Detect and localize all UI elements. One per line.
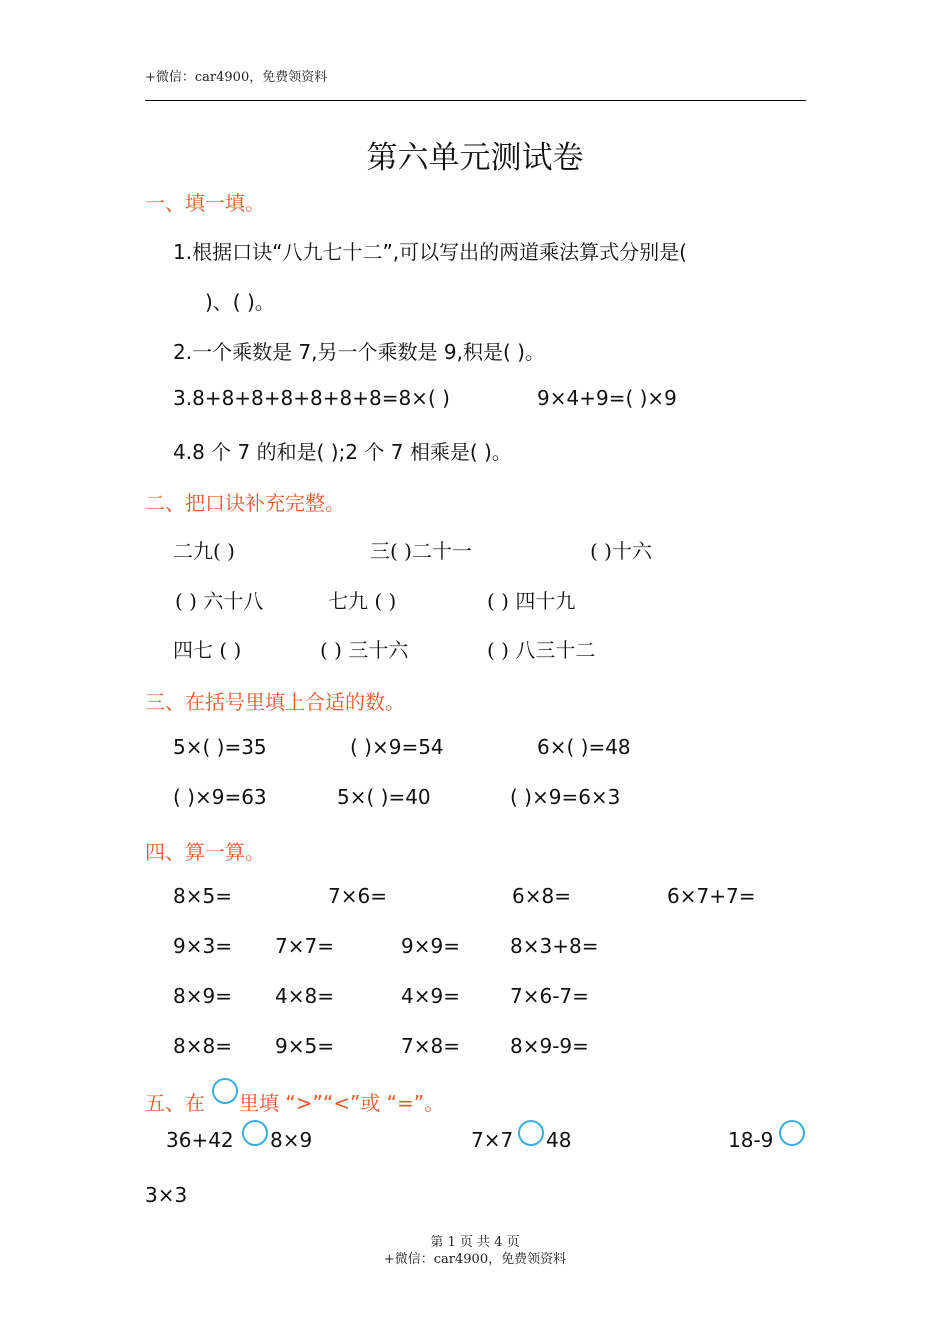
footer-watermark: +微信：car4900，免费领资料 [383,1252,567,1267]
calc-item: 7×6-7= [510,984,589,1008]
calc-item: 8×3+8= [510,934,599,958]
footer-page-info: 第 1 页 共 4 页 [430,1235,520,1250]
q4: 4.8 个 7 的和是( );2 个 7 相乘是( )。 [173,440,512,464]
fill-item: ( )×9=6×3 [510,785,621,809]
calc-item: 8×5= [173,884,232,908]
calc-item: 9×3= [173,934,232,958]
rhyme-item: 七九 ( ) [328,589,397,613]
q1-line2: )、( )。 [205,290,275,314]
fill-item: ( )×9=63 [173,785,267,809]
q3-part-b: 9×4+9=( )×9 [537,386,677,410]
section-2-heading: 二、把口诀补充完整。 [145,491,345,515]
calc-item: 7×6= [328,884,387,908]
calc-item: 7×7= [275,934,334,958]
section-4-heading: 四、算一算。 [145,840,265,864]
rhyme-item: ( ) 三十六 [320,638,409,662]
compare-circle-icon[interactable] [779,1120,805,1146]
fill-item: ( )×9=54 [350,735,444,759]
calc-item: 6×7+7= [667,884,756,908]
rhyme-item: ( ) 八三十二 [487,638,596,662]
compare-right: 48 [546,1128,572,1152]
calc-item: 9×5= [275,1034,334,1058]
rhyme-item: ( ) 六十八 [175,589,264,613]
compare-circle-icon[interactable] [242,1120,268,1146]
compare-circle-icon [212,1078,238,1104]
q2: 2.一个乘数是 7,另一个乘数是 9,积是( )。 [173,340,545,364]
compare-right: 8×9 [270,1128,313,1152]
section-1-heading: 一、填一填。 [145,191,265,215]
rhyme-item: ( )十六 [590,539,652,563]
fill-item: 5×( )=40 [337,785,431,809]
header-rule [145,100,806,101]
section-3-heading: 三、在括号里填上合适的数。 [145,690,405,714]
calc-item: 4×8= [275,984,334,1008]
compare-left: 7×7 [471,1128,514,1152]
section-5-heading-pre: 五、在 [145,1091,205,1115]
calc-item: 9×9= [401,934,460,958]
calc-item: 8×9= [173,984,232,1008]
q1-line1: 1.根据口诀“八九七十二”,可以写出的两道乘法算式分别是( [173,240,687,264]
compare-right: 3×3 [145,1183,188,1207]
rhyme-item: 二九( ) [173,539,235,563]
calc-item: 7×8= [401,1034,460,1058]
page-title: 第六单元测试卷 [366,140,584,176]
calc-item: 6×8= [512,884,571,908]
calc-item: 8×8= [173,1034,232,1058]
rhyme-item: 四七 ( ) [173,638,242,662]
compare-circle-icon[interactable] [518,1120,544,1146]
calc-item: 8×9-9= [510,1034,589,1058]
header-watermark: +微信：car4900，免费领资料 [145,70,328,85]
rhyme-item: ( ) 四十九 [487,589,576,613]
q3-part-a: 3.8+8+8+8+8+8+8=8×( ) [173,386,450,410]
fill-item: 6×( )=48 [537,735,631,759]
section-5-heading-post: 里填 “>”“<”或 “=”。 [239,1091,445,1115]
calc-item: 4×9= [401,984,460,1008]
fill-item: 5×( )=35 [173,735,267,759]
rhyme-item: 三( )二十一 [370,539,472,563]
compare-left: 36+42 [166,1128,234,1152]
compare-left: 18-9 [728,1128,774,1152]
